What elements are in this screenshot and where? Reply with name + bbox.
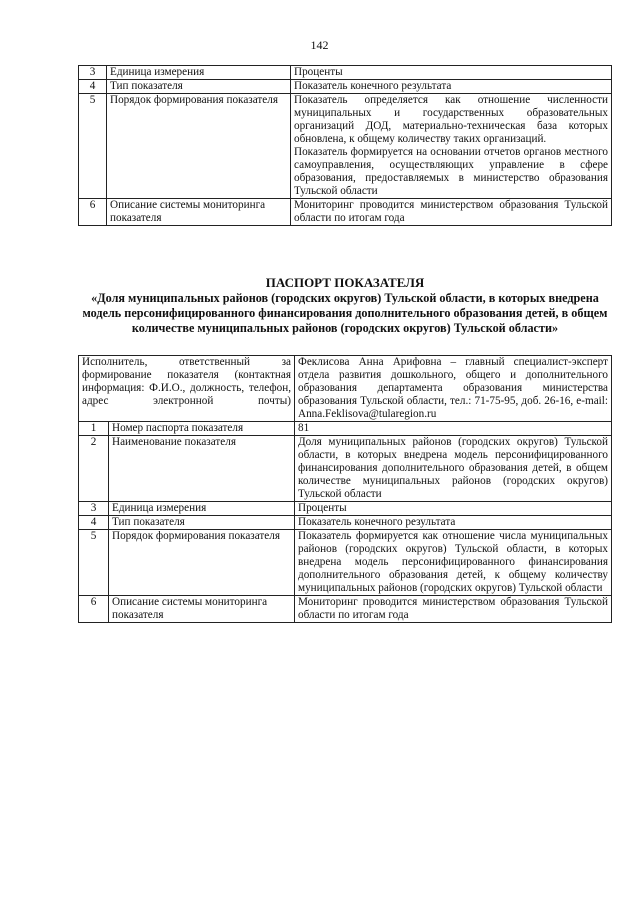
passport-title: ПАСПОРТ ПОКАЗАТЕЛЯ	[265, 275, 425, 290]
table-row	[79, 422, 612, 436]
row-number: 4	[79, 80, 107, 94]
row-value: Проценты	[295, 502, 612, 516]
row-number: 1	[79, 422, 109, 436]
passport-subtitle: «Доля муниципальных районов (городских округов) Тульской области, в которых внедрена модель персонифицированного финансирования дополнительного образования детей, в общем количестве муниципальных районов (городских округов) Тульской области»	[82, 291, 608, 335]
row-number: 6	[79, 596, 109, 623]
row-label: Номер паспорта показателя	[109, 422, 295, 436]
row-number: 5	[79, 94, 107, 199]
row-label: Описание системы мониторинга показателя	[107, 199, 291, 226]
row-label: Единица измерения	[107, 66, 291, 80]
row-label: Описание системы мониторинга показателя	[109, 596, 295, 623]
row-number: 3	[79, 502, 109, 516]
row-value: Показатель формируется как отношение числа муниципальных районов (городских округов) Тульской области, в которых внедрена модель персонифицированного финансирования дополнительного образования детей, к общему количеству муниципальных районов (городских округов) Тульской области	[295, 530, 612, 596]
row-value-paragraph: Показатель формируется на основании отчетов органов местного самоуправления, осуществляющих управление в сфере образования, предоставляемых в министерство образования Тульской области	[294, 146, 608, 197]
table-row	[79, 80, 612, 94]
executor-row	[79, 356, 612, 422]
executor-label: Исполнитель, ответственный за формирование показателя (контактная информация: Ф.И.О., должность, телефон, адрес электронной почты)	[79, 356, 295, 422]
passport-heading	[78, 275, 612, 336]
table-row	[79, 502, 612, 516]
row-value: 81	[295, 422, 612, 436]
row-label: Порядок формирования показателя	[109, 530, 295, 596]
table-row	[79, 436, 612, 502]
row-value	[291, 80, 612, 94]
row-value	[291, 199, 612, 226]
table-row	[79, 199, 612, 226]
row-label: Тип показателя	[107, 80, 291, 94]
row-value	[291, 66, 612, 80]
table-row	[79, 66, 612, 80]
indicator-table-continued	[78, 65, 612, 226]
table-row	[79, 596, 612, 623]
row-value: Доля муниципальных районов (городских округов) Тульской области, в которых внедрена модель персонифицированного финансирования дополнительного образования детей, в общем количестве муниципальных районов (городских округов) Тульской области	[295, 436, 612, 502]
row-value: Мониторинг проводится министерством образования Тульской области по итогам года	[295, 596, 612, 623]
row-label: Единица измерения	[109, 502, 295, 516]
row-number: 2	[79, 436, 109, 502]
table-row	[79, 94, 612, 199]
row-number: 4	[79, 516, 109, 530]
row-value-paragraph: Показатель определяется как отношение численности муниципальных и государственных образовательных организаций ДОД, материально-техническая база которых обновлена, к общему количеству таких организаций.	[294, 94, 608, 145]
page-number: 142	[310, 38, 329, 52]
row-number: 5	[79, 530, 109, 596]
row-value-text: Показатель конечного результата	[294, 80, 452, 92]
row-label: Порядок формирования показателя	[107, 94, 291, 199]
row-label: Тип показателя	[109, 516, 295, 530]
row-number: 3	[79, 66, 107, 80]
row-value-text: Проценты	[294, 66, 343, 78]
indicator-passport-table	[78, 355, 612, 623]
table-row	[79, 516, 612, 530]
row-value-text: Мониторинг проводится министерством образования Тульской области по итогам года	[294, 199, 608, 224]
row-number: 6	[79, 199, 107, 226]
table-row	[79, 530, 612, 596]
row-value	[291, 94, 612, 199]
executor-value: Феклисова Анна Арифовна – главный специалист-эксперт отдела развития дошкольного, общего и дополнительного образования департамента образования министерства образования Тульской области, тел.: 71-75-95, доб. 26-16, e-mail: Anna.Feklisova@tularegion.ru	[295, 356, 612, 422]
row-value: Показатель конечного результата	[295, 516, 612, 530]
row-label: Наименование показателя	[109, 436, 295, 502]
